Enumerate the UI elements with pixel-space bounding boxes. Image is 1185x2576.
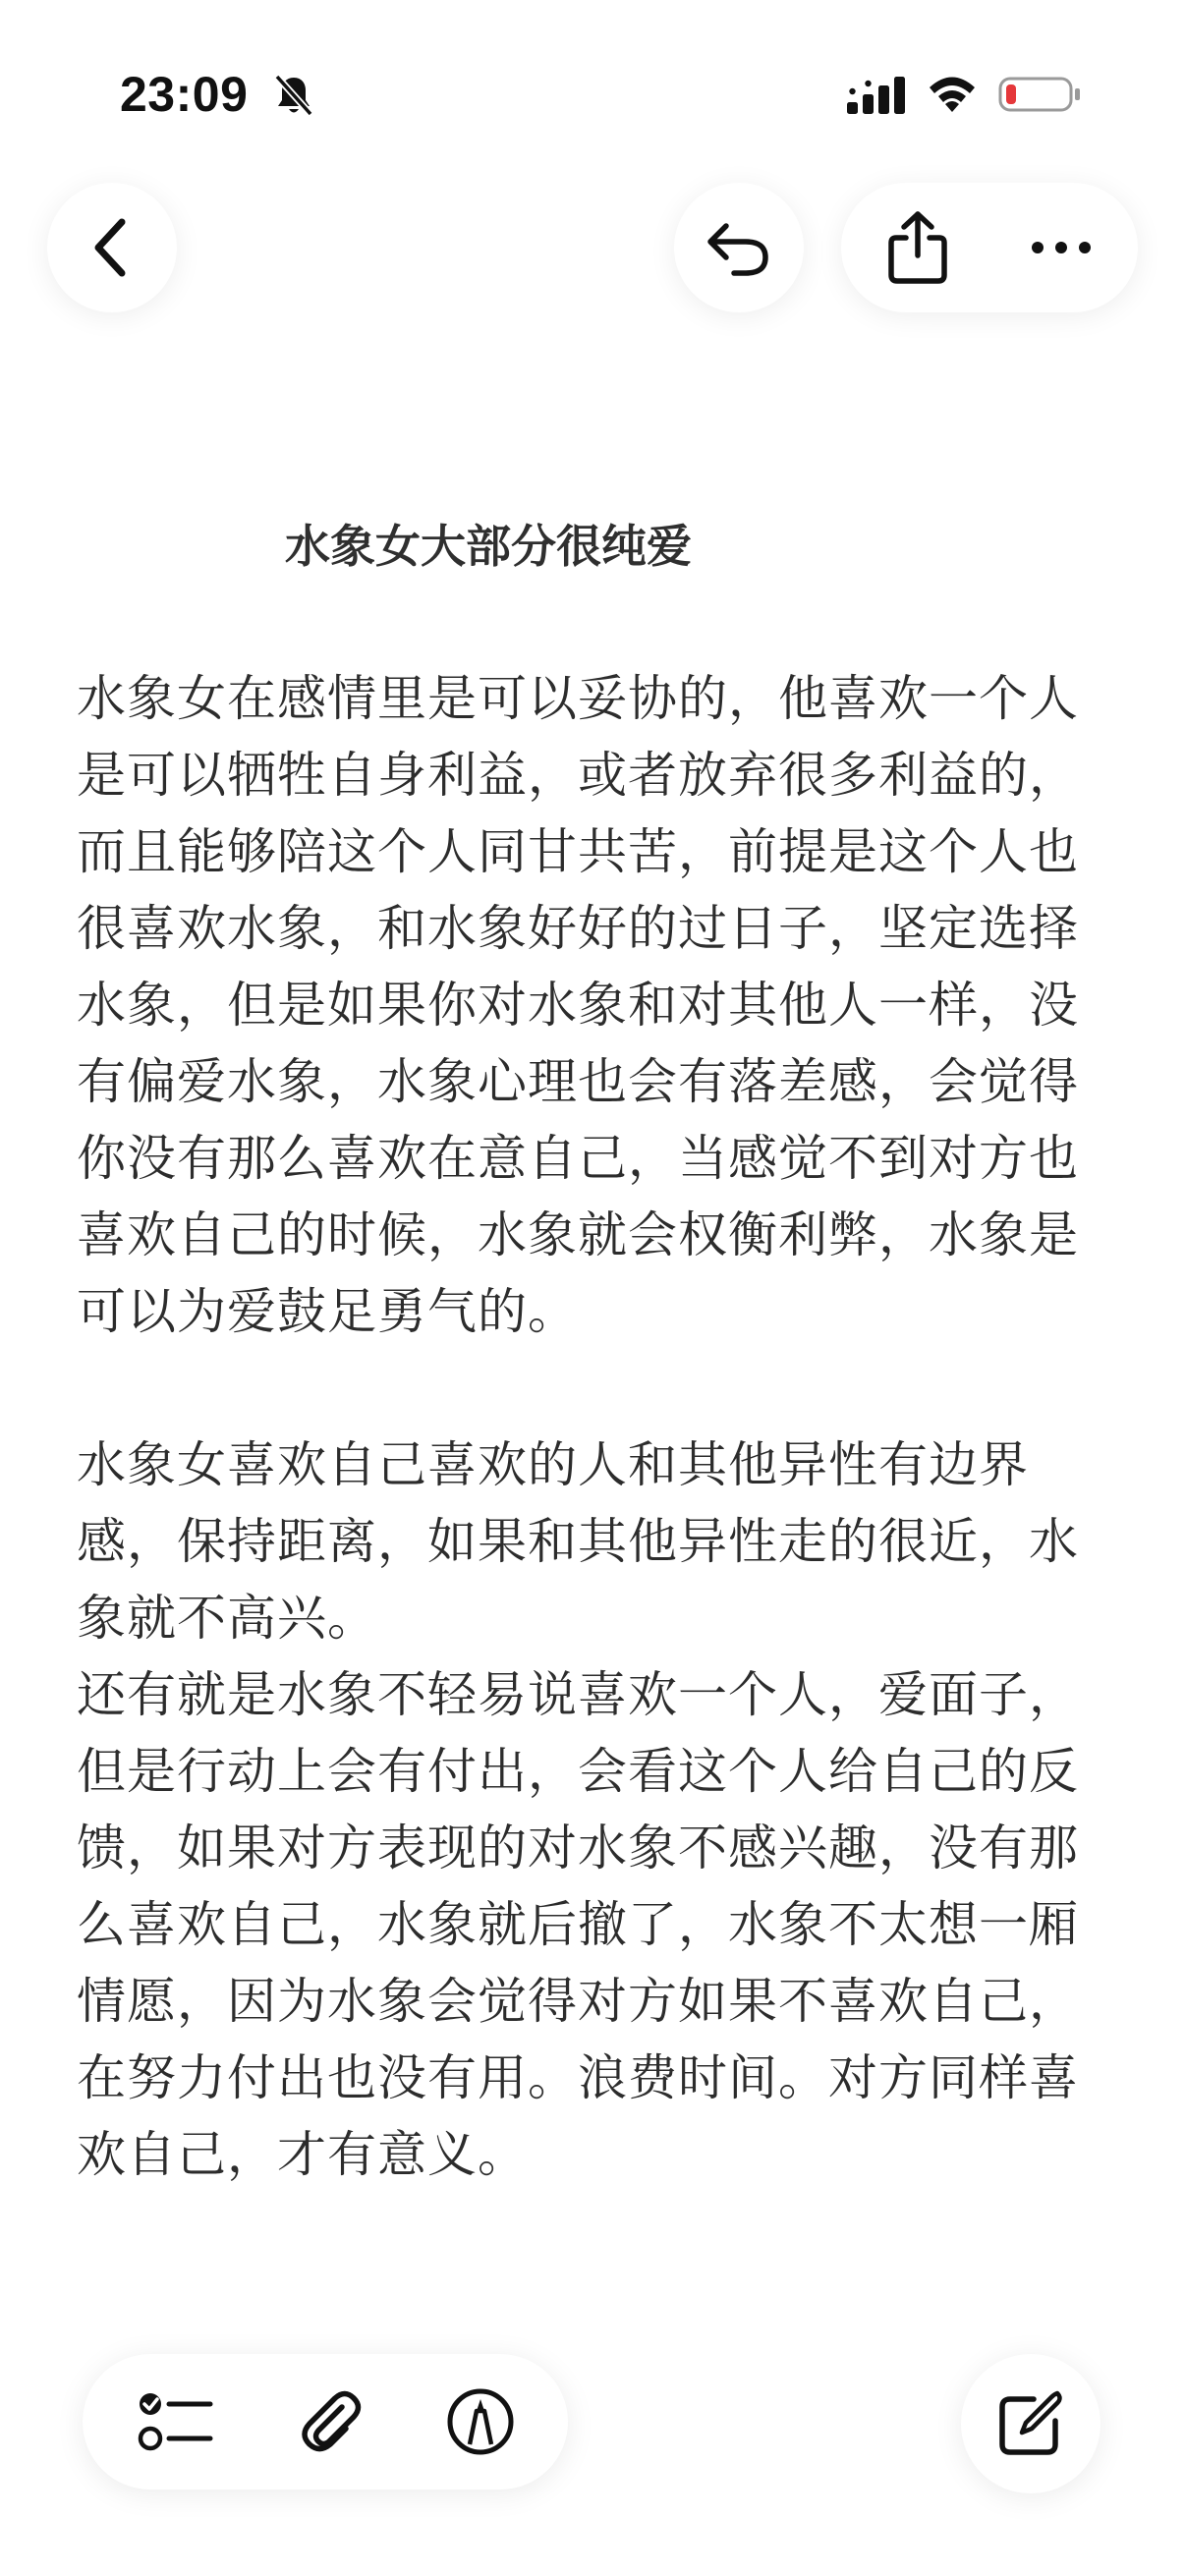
share-icon	[886, 210, 949, 285]
more-icon	[1030, 240, 1093, 255]
checklist-icon	[138, 2389, 214, 2454]
bell-slash-icon	[273, 73, 314, 118]
bottom-toolbar	[83, 2354, 568, 2490]
share-button[interactable]	[859, 183, 977, 312]
note-title: 水象女大部分很纯爱	[285, 520, 692, 573]
status-bar	[0, 0, 1185, 187]
wifi-icon	[926, 73, 979, 116]
action-pill	[841, 183, 1138, 312]
signal-icon	[847, 77, 908, 116]
undo-icon	[705, 216, 773, 279]
checklist-button[interactable]	[112, 2354, 240, 2490]
attach-button[interactable]	[267, 2354, 395, 2490]
chevron-left-icon	[88, 216, 136, 279]
back-button[interactable]	[47, 183, 177, 312]
compose-button[interactable]	[961, 2354, 1100, 2493]
more-button[interactable]	[1002, 183, 1120, 312]
paperclip-icon	[297, 2387, 366, 2456]
markup-pen-icon	[446, 2387, 515, 2456]
compose-icon	[996, 2389, 1065, 2458]
markup-button[interactable]	[417, 2354, 544, 2490]
battery-low-icon	[998, 75, 1083, 114]
note-paragraph[interactable]: 水象女在感情里是可以妥协的，他喜欢一个人 是可以牺牲自身利益，或者放弃很多利益的， 而且能够陪这个人同甘共苦，前提是这个人也 很喜欢水象，和水象好好的过日子，坚定选择 水象，但是如果你对水象和对其他人一样，没 有偏爱水象，水象心理也会有落差感，会觉得 你没有那么喜欢在意自己，当感觉不到对方也 喜欢自己的时候，水象就会权衡利弊，水象是 可以为爱鼓足勇气的。	[77, 670, 1079, 1340]
undo-button[interactable]	[674, 183, 804, 312]
note-paragraph[interactable]: 水象女喜欢自己喜欢的人和其他异性有边界 感，保持距离，如果和其他异性走的很近，水 象就不高兴。 还有就是水象不轻易说喜欢一个人，爱面子， 但是行动上会有付出，会看这个人给自己的反 馈，如果对方表现的对水象不感兴趣，没有那 么喜欢自己，水象就后撤了，水象不太想一厢 情愿，因为水象会觉得对方如果不喜欢自己， 在努力付出也没有用。浪费时间。对方同样喜 欢自己，才有意义。	[77, 1436, 1079, 2183]
status-time: 23:09	[120, 67, 249, 122]
